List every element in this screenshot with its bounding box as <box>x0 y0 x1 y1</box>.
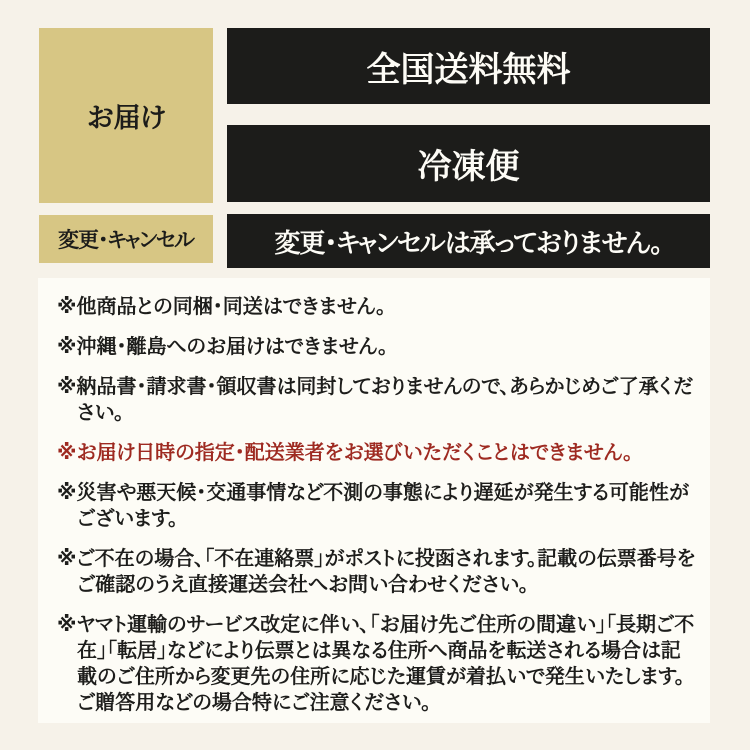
note-item-invoices: ※納品書・請求書・領収書は同封しておりませんので、あらかじめご了承ください。 <box>57 374 694 424</box>
cancel-label: 変更・キャンセル <box>39 215 213 263</box>
note-item-other-products: ※他商品との同梱・同送はできません。 <box>57 294 387 318</box>
notes-panel <box>38 278 710 723</box>
note-item-okinawa: ※沖縄・離島へのお届けはできません。 <box>57 334 389 358</box>
cancel-policy-badge: 変更・キャンセルは承っておりません。 <box>227 214 710 268</box>
note-item-delays: ※災害や悪天候・交通事情など不測の事態により遅延が発生する可能性がございます。 <box>57 480 689 530</box>
frozen-delivery-badge: 冷凍便 <box>227 125 710 202</box>
delivery-label: お届け <box>39 28 213 203</box>
note-item-yamato-forwarding: ※ヤマト運輸のサービス改定に伴い、「お届け先ご住所の間違い」「長期ご不在」「転居」などにより伝票とは異なる住所へ商品を転送される場合は記載のご住所から変更先の住所に応じた運賃が着払いで発生いたします。ご贈答用などの場合特にご注意ください。 <box>57 612 695 714</box>
note-item-no-date-carrier-choice: ※お届け日時の指定・配送業者をお選びいただくことはできません。 <box>57 440 634 464</box>
note-item-absence-slip: ※ご不在の場合、「不在連絡票」がポストに投函されます。記載の伝票番号をご確認のうえ直接運送会社へお問い合わせください。 <box>57 546 696 596</box>
free-shipping-badge: 全国送料無料 <box>227 28 710 104</box>
